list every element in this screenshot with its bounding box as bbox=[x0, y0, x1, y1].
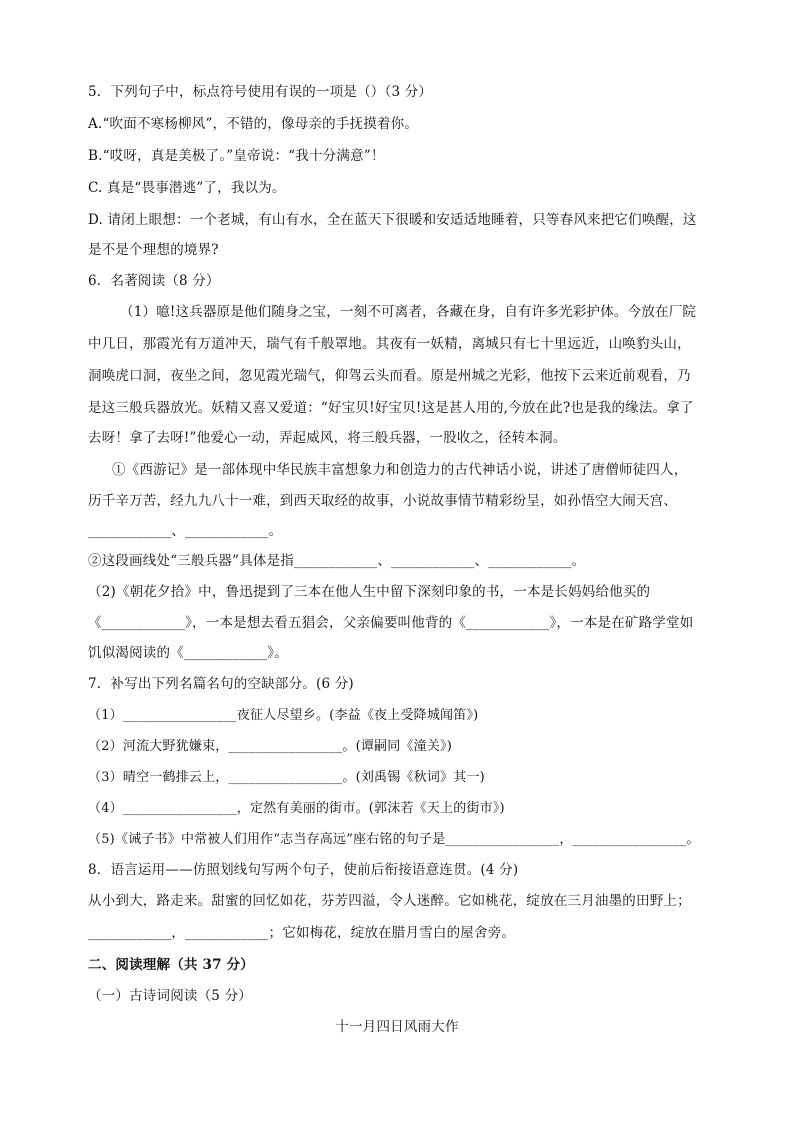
question-6-sub-1: ①《西游记》是一部体现中华民族丰富想象力和创造力的古代神话小说，讲述了唐僧师徒四人， bbox=[112, 462, 688, 478]
passage-line: 中几日，那霞光有万道冲天，瑞气有千般罩地。其夜有一妖精，离城只有七十里远近，山唤豹头山， bbox=[88, 336, 691, 352]
question-8-heading: 8．语言运用——仿照划线句写两个句子，使前后衔接语意连贯。(4 分) bbox=[88, 862, 519, 878]
question-6-part-2-cont: 《____________》，一本是想去看五猖会，父亲偏要叫他背的《____________》，一本是在矿路学堂如 bbox=[88, 615, 694, 631]
question-5-option-a: A.“吹面不寒杨柳风”，不错的，像母亲的手抚摸着你。 bbox=[88, 116, 419, 132]
question-6-heading: 6．名著阅读（8 分） bbox=[88, 273, 220, 289]
subsection-heading: （一）古诗词阅读（5 分） bbox=[88, 988, 252, 1004]
passage-line: （1）噫!这兵器原是他们随身之宝，一刻不可离者，各藏在身，自有许多光彩护体。今放在厂院 bbox=[120, 304, 697, 320]
question-6-sub-1-cont: 历千辛万苦，经九九八十一难，到西天取经的故事，小说故事情节精彩纷呈，如孙悟空大闹天宫、 bbox=[88, 493, 678, 509]
question-7-item: （4）_________________，定然有美丽的街市。(郭沫若《天上的街市》) bbox=[88, 801, 505, 816]
question-7-item: （5)《诫子书》中常被人们用作“志当存高远”座右铭的句子是_________________，_________________。 bbox=[88, 832, 700, 847]
question-7-item: （1）_________________夜征人尽望乡。(李益《夜上受降城闻笛》) bbox=[88, 708, 479, 723]
question-7-item: （3）晴空一鹤排云上，_________________。(刘禹锡《秋词》其一) bbox=[88, 770, 485, 785]
question-5-stem: 5．下列句子中，标点符号使用有误的一项是（）（3 分） bbox=[88, 84, 433, 100]
question-5-option-d: D. 请闭上眼想：一个老城，有山有水，全在蓝天下很暖和安适适地睡着，只等春风来把它们唤醒，这 bbox=[88, 212, 697, 228]
question-6-part-2-end: 饥似渴阅读的《____________》。 bbox=[88, 645, 288, 661]
passage-line: 是这三般兵器放光。妖精又喜又爱道：“好宝贝!好宝贝!这是甚人用的,今放在此?也是我的缘法。拿了 bbox=[88, 400, 694, 416]
question-7-item: （2）河流大野犹嫌束，_________________。(谭嗣同《潼关》) bbox=[88, 739, 453, 754]
question-6-part-2: （2)《朝花夕拾》中，鲁迅提到了三本在他人生中留下深刻印象的书，一本是长妈妈给他买的 bbox=[88, 584, 651, 600]
question-7-heading: 7．补写出下列名篇名句的空缺部分。(6 分) bbox=[88, 676, 354, 692]
question-8-blanks: ____________，____________；它如梅花，绽放在腊月雪白的屋舍旁。 bbox=[88, 925, 516, 941]
question-5-option-b: B.“哎呀，真是美极了。”皇帝说：“我十分满意”！ bbox=[88, 148, 385, 164]
question-6-sub-2: ②这段画线处“三般兵器”具体是指____________、____________、____________。 bbox=[88, 553, 586, 569]
poem-title: 十一月四日风雨大作 bbox=[335, 1019, 459, 1035]
question-5-option-d-cont: 是不是个理想的境界? bbox=[88, 242, 219, 258]
passage-line: 去呀！拿了去呀!”他爱心一动，弄起威风，将三般兵器，一股收之，径转本洞。 bbox=[88, 430, 567, 446]
passage-line: 洞唤虎口洞，夜坐之间，忽见霞光瑞气，仰驾云头而看。原是州城之光彩，他按下云来近前观看，乃 bbox=[88, 368, 691, 384]
question-8-text: 从小到大，路走来。甜蜜的回忆如花，芬芳四溢，令人迷醉。它如桃花，绽放在三月油墨的田野上； bbox=[88, 893, 691, 909]
question-5-option-c: C. 真是“畏事潜逃”了，我以为。 bbox=[88, 180, 286, 196]
question-6-sub-1-blanks: ____________、____________。 bbox=[88, 523, 283, 539]
section-heading: 二、阅读理解（共 37 分） bbox=[88, 957, 254, 973]
